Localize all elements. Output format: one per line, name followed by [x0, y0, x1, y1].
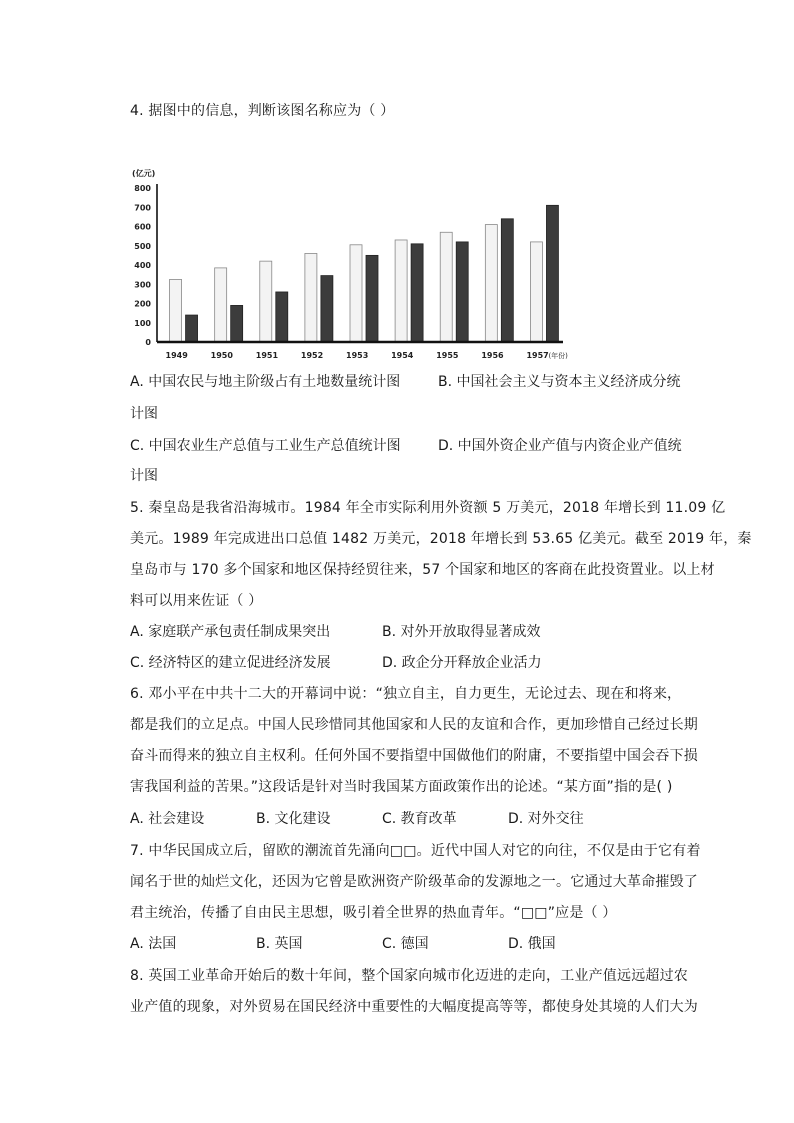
- x-tick-label: 1949: [165, 351, 188, 360]
- q7-line-1: 7. 中华民国成立后，留欧的潮流首先涌向□□。近代中国人对它的向往，不仅是由于它有着: [130, 843, 701, 859]
- q7-line-2: 闻名于世的灿烂文化，还因为它曾是欧洲资产阶级革命的发源地之一。它通过大革命摧毁了: [130, 874, 698, 890]
- q5-option-d: D. 政企分开释放企业活力: [382, 655, 542, 671]
- q5-option-b: B. 对外开放取得显著成效: [382, 624, 541, 640]
- y-tick-label: 800: [134, 184, 151, 193]
- y-tick-label: 300: [134, 280, 151, 290]
- x-tick-label: 1951: [255, 351, 279, 360]
- q6-option-b: B. 文化建设: [256, 811, 331, 827]
- y-tick-label: 0: [145, 338, 151, 347]
- x-tick-label: 1953: [346, 351, 369, 360]
- bar-series1-1957: [530, 242, 542, 342]
- q4-option-d-continued: 计图: [130, 468, 158, 484]
- x-tick-label: 1954: [391, 351, 414, 360]
- bar-series2-1953: [366, 255, 378, 342]
- q6-option-c: C. 教育改革: [382, 811, 457, 827]
- y-axis-label: (亿元): [132, 169, 156, 178]
- q5-line-3: 皇岛市与 170 多个国家和地区保持经贸往来，57 个国家和地区的客商在此投资置业。以上材: [130, 562, 715, 578]
- q5-option-a: A. 家庭联产承包责任制成果突出: [130, 624, 331, 640]
- q4-option-c: C. 中国农业生产总值与工业生产总值统计图: [130, 438, 401, 454]
- q6-line-4: 害我国利益的苦果。”这段话是针对当时我国某方面政策作出的论述。“某方面”指的是( ): [130, 779, 673, 795]
- q8-line-1: 8. 英国工业革命开始后的数十年间，整个国家向城市化迈进的走向，工业产值远远超过农: [130, 968, 689, 984]
- q5-option-c: C. 经济特区的建立促进经济发展: [130, 655, 331, 671]
- bar-series2-1949: [186, 315, 198, 342]
- bar-series1-1949: [170, 279, 182, 342]
- x-tick-label: 1950: [210, 351, 233, 360]
- bar-series1-1954: [395, 240, 407, 342]
- bar-series2-1950: [231, 305, 243, 342]
- x-tick-label: 1952: [300, 351, 324, 360]
- x-tick-label: 1957: [526, 351, 549, 360]
- q4-option-b-continued: 计图: [130, 406, 158, 422]
- q5-line-4: 料可以用来佐证（ ）: [130, 593, 263, 609]
- bar-series1-1953: [350, 245, 362, 342]
- q6-line-3: 奋斗而得来的独立自主权利。任何外国不要指望中国做他们的附庸，不要指望中国会吞下损: [130, 748, 698, 764]
- y-tick-label: 200: [134, 299, 151, 309]
- q4-stem: 4. 据图中的信息，判断该图名称应为（ ）: [130, 103, 395, 119]
- bar-series2-1955: [456, 242, 468, 342]
- x-axis-unit: (年份): [548, 352, 568, 360]
- q7-option-a: A. 法国: [130, 936, 177, 952]
- q5-line-2: 美元。1989 年完成进出口总值 1482 万美元，2018 年增长到 53.65 亿美元。截至 2019 年，秦: [130, 531, 752, 547]
- q4-option-b: B. 中国社会主义与资本主义经济成分统: [438, 374, 681, 390]
- q6-line-2: 都是我们的立足点。中国人民珍惜同其他国家和人民的友谊和合作，更加珍惜自己经过长期: [130, 717, 698, 733]
- bar-series1-1950: [215, 268, 227, 342]
- y-tick-label: 500: [134, 241, 151, 251]
- bar-series2-1956: [501, 219, 513, 342]
- q4-option-a: A. 中国农民与地主阶级占有土地数量统计图: [130, 374, 401, 390]
- bar-series1-1952: [305, 253, 317, 342]
- q7-option-b: B. 英国: [256, 936, 303, 952]
- q8-line-2: 业产值的现象，对外贸易在国民经济中重要性的大幅度提高等等，都使身处其境的人们大为: [130, 999, 698, 1015]
- bar-series2-1957: [546, 205, 558, 342]
- bar-series2-1951: [276, 292, 288, 342]
- q7-line-3: 君主统治，传播了自由民主思想，吸引着全世界的热血青年。“□□”应是（ ）: [130, 905, 617, 921]
- x-tick-label: 1955: [436, 351, 459, 360]
- q6-option-d: D. 对外交往: [508, 811, 584, 827]
- bar-series1-1956: [485, 225, 497, 342]
- q6-option-a: A. 社会建设: [130, 811, 205, 827]
- bar-series1-1955: [440, 232, 452, 342]
- x-tick-label: 1956: [481, 351, 504, 360]
- bar-series2-1954: [411, 244, 423, 342]
- bar-series1-1951: [260, 261, 272, 342]
- y-tick-label: 600: [134, 222, 151, 232]
- q7-option-d: D. 俄国: [508, 936, 556, 952]
- q4-option-d: D. 中国外资企业产值与内资企业产值统: [438, 438, 682, 454]
- bar-chart: [120, 160, 580, 365]
- bar-series2-1952: [321, 276, 333, 342]
- q6-line-1: 6. 邓小平在中共十二大的开幕词中说：“独立自主，自力更生，无论过去、现在和将来，: [130, 686, 682, 702]
- y-tick-label: 700: [134, 203, 151, 213]
- y-tick-label: 100: [134, 318, 151, 328]
- y-tick-label: 400: [134, 261, 151, 270]
- q7-option-c: C. 德国: [382, 936, 429, 952]
- q5-line-1: 5. 秦皇岛是我省沿海城市。1984 年全市实际利用外资额 5 万美元，2018 年增长到 11.09 亿: [130, 500, 726, 516]
